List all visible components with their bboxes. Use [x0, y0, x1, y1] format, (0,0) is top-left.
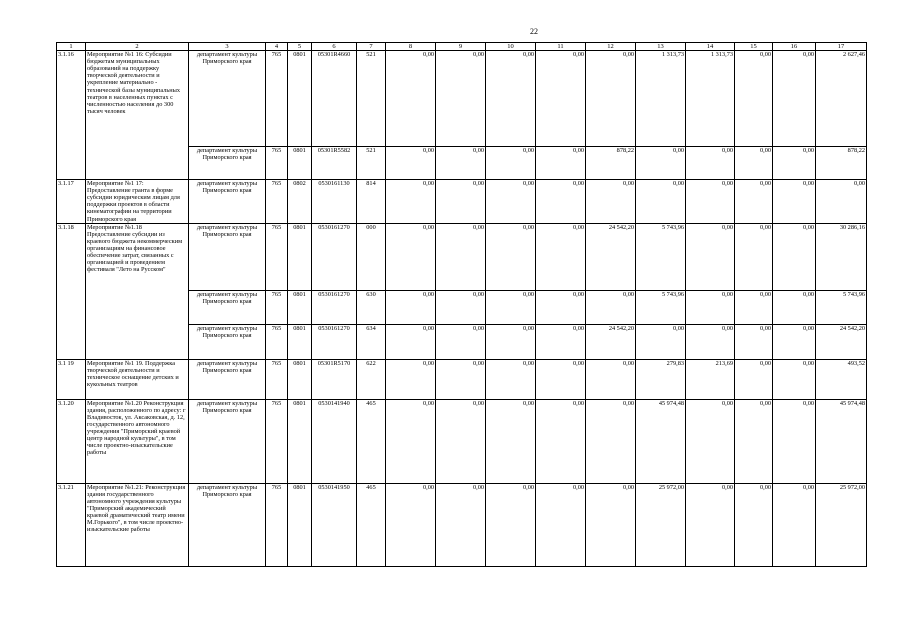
amount-cell: 0,00 [386, 483, 436, 566]
column-number: 13 [636, 43, 686, 51]
table-row [57, 223, 867, 290]
amount-cell: 1 313,73 [636, 51, 686, 147]
amount-cell: 0,00 [735, 359, 773, 399]
amount-cell: 0,00 [586, 359, 636, 399]
executor: департамент культуры Приморского края [189, 324, 266, 359]
amount-cell: 0,00 [536, 399, 586, 483]
amount-cell: 0,00 [586, 180, 636, 223]
amount-cell: 0,00 [386, 324, 436, 359]
page-number: 22 [530, 27, 538, 36]
activity-name: Мероприятие №1.20 Реконструкция здания, расположенного по адресу: г Владивосток, ул. Аксаковская, д. 12, государственного автономного учреждения "Приморский краевой центр народной культуры", в том числе проектно-изыскательские работы [86, 399, 189, 483]
ministry-code: 765 [266, 51, 288, 147]
amount-cell: 0,00 [486, 180, 536, 223]
executor: департамент культуры Приморского края [189, 180, 266, 223]
ministry-code: 765 [266, 147, 288, 180]
section-code: 0801 [288, 359, 312, 399]
expense-type-code: 634 [357, 324, 386, 359]
expense-type-code: 521 [357, 51, 386, 147]
row-number: 3.1 19 [57, 359, 86, 399]
expense-type-code: 630 [357, 290, 386, 324]
target-article-code: 0530161270 [312, 223, 357, 290]
column-number: 7 [357, 43, 386, 51]
amount-cell: 5 743,96 [636, 290, 686, 324]
amount-cell: 0,00 [536, 324, 586, 359]
amount-cell: 0,00 [536, 180, 586, 223]
amount-cell: 0,00 [773, 147, 816, 180]
target-article-code: 05301R5170 [312, 359, 357, 399]
column-number: 8 [386, 43, 436, 51]
amount-cell: 213,69 [686, 359, 735, 399]
amount-cell: 0,00 [586, 399, 636, 483]
amount-cell: 0,00 [773, 223, 816, 290]
amount-cell: 0,00 [436, 324, 486, 359]
section-code: 0801 [288, 324, 312, 359]
amount-cell: 0,00 [686, 399, 735, 483]
ministry-code: 765 [266, 483, 288, 566]
column-number-row [57, 43, 867, 51]
expense-type-code: 465 [357, 483, 386, 566]
amount-cell: 25 972,00 [636, 483, 686, 566]
amount-cell: 0,00 [436, 51, 486, 147]
amount-cell: 0,00 [735, 223, 773, 290]
amount-cell: 0,00 [773, 359, 816, 399]
amount-cell: 0,00 [486, 51, 536, 147]
amount-cell: 878,22 [586, 147, 636, 180]
activity-name: Мероприятие №1 17: Предоставление гранта в форме субсидии юридическим лицам для поддержки проектов в области кинематографии на территории Приморского края [86, 180, 189, 223]
amount-cell: 0,00 [386, 359, 436, 399]
amount-cell: 45 974,48 [636, 399, 686, 483]
amount-cell: 0,00 [386, 223, 436, 290]
expense-type-code: 000 [357, 223, 386, 290]
amount-cell: 0,00 [686, 180, 735, 223]
column-number: 6 [312, 43, 357, 51]
column-number: 5 [288, 43, 312, 51]
ministry-code: 765 [266, 180, 288, 223]
amount-cell: 0,00 [386, 290, 436, 324]
amount-cell: 0,00 [486, 290, 536, 324]
executor: департамент культуры Приморского края [189, 223, 266, 290]
amount-cell: 0,00 [386, 180, 436, 223]
amount-cell: 0,00 [536, 147, 586, 180]
amount-cell: 0,00 [636, 324, 686, 359]
expense-type-code: 814 [357, 180, 386, 223]
amount-cell: 5 743,96 [816, 290, 867, 324]
amount-cell: 0,00 [586, 51, 636, 147]
section-code: 0801 [288, 147, 312, 180]
ministry-code: 765 [266, 223, 288, 290]
amount-cell: 0,00 [386, 399, 436, 483]
column-number: 14 [686, 43, 735, 51]
table-row [57, 483, 867, 566]
amount-cell: 0,00 [486, 359, 536, 399]
amount-cell: 0,00 [386, 51, 436, 147]
amount-cell: 0,00 [536, 483, 586, 566]
ministry-code: 765 [266, 290, 288, 324]
column-number: 17 [816, 43, 867, 51]
activity-name: Мероприятие №1 16: Субсидии бюджетам муниципальных образований на поддержку творческой деятельности и укрепление материально - технической базы муниципальных театров в населенных пунктах с численностью населения до 300 тысяч человек [86, 51, 189, 180]
column-number: 10 [486, 43, 536, 51]
column-number: 4 [266, 43, 288, 51]
amount-cell: 0,00 [816, 180, 867, 223]
amount-cell: 0,00 [735, 51, 773, 147]
activity-name: Мероприятие №1.21: Реконструкция здания государственного автономного учреждения культуры "Приморский академический краевой драматический театр имени М.Горького", в том числе проектно-изыскательские работы [86, 483, 189, 566]
executor: департамент культуры Приморского края [189, 51, 266, 147]
section-code: 0801 [288, 399, 312, 483]
column-number: 16 [773, 43, 816, 51]
amount-cell: 0,00 [773, 180, 816, 223]
amount-cell: 0,00 [773, 324, 816, 359]
row-number: 3.1.17 [57, 180, 86, 223]
row-number: 3.1.21 [57, 483, 86, 566]
amount-cell: 0,00 [586, 290, 636, 324]
amount-cell: 0,00 [536, 359, 586, 399]
amount-cell: 0,00 [686, 147, 735, 180]
amount-cell: 0,00 [436, 180, 486, 223]
amount-cell: 0,00 [436, 290, 486, 324]
column-number: 11 [536, 43, 586, 51]
amount-cell: 24 542,20 [586, 324, 636, 359]
column-number: 3 [189, 43, 266, 51]
amount-cell: 878,22 [816, 147, 867, 180]
target-article-code: 0530141940 [312, 399, 357, 483]
budget-table [56, 42, 867, 567]
row-number: 3.1.20 [57, 399, 86, 483]
executor: департамент культуры Приморского края [189, 483, 266, 566]
amount-cell: 0,00 [536, 290, 586, 324]
section-code: 0801 [288, 483, 312, 566]
amount-cell: 0,00 [773, 399, 816, 483]
target-article-code: 05301R4660 [312, 51, 357, 147]
amount-cell: 0,00 [735, 324, 773, 359]
column-number: 15 [735, 43, 773, 51]
amount-cell: 0,00 [735, 180, 773, 223]
amount-cell: 0,00 [486, 324, 536, 359]
table-row [57, 180, 867, 223]
target-article-code: 0530161270 [312, 290, 357, 324]
amount-cell: 279,83 [636, 359, 686, 399]
amount-cell: 0,00 [486, 223, 536, 290]
amount-cell: 0,00 [686, 324, 735, 359]
amount-cell: 0,00 [686, 223, 735, 290]
amount-cell: 493,52 [816, 359, 867, 399]
amount-cell: 0,00 [735, 399, 773, 483]
amount-cell: 0,00 [436, 147, 486, 180]
target-article-code: 0530161130 [312, 180, 357, 223]
amount-cell: 0,00 [486, 399, 536, 483]
expense-type-code: 465 [357, 399, 386, 483]
amount-cell: 0,00 [686, 290, 735, 324]
row-number: 3.1.16 [57, 51, 86, 180]
column-number: 12 [586, 43, 636, 51]
amount-cell: 0,00 [386, 147, 436, 180]
ministry-code: 765 [266, 324, 288, 359]
amount-cell: 2 627,46 [816, 51, 867, 147]
amount-cell: 0,00 [586, 483, 636, 566]
amount-cell: 0,00 [735, 147, 773, 180]
amount-cell: 0,00 [486, 147, 536, 180]
column-number: 1 [57, 43, 86, 51]
column-number: 9 [436, 43, 486, 51]
target-article-code: 0530141950 [312, 483, 357, 566]
expense-type-code: 521 [357, 147, 386, 180]
amount-cell: 0,00 [536, 223, 586, 290]
table-row [57, 399, 867, 483]
table-row [57, 51, 867, 147]
amount-cell: 1 313,73 [686, 51, 735, 147]
amount-cell: 5 743,96 [636, 223, 686, 290]
ministry-code: 765 [266, 399, 288, 483]
amount-cell: 0,00 [686, 483, 735, 566]
amount-cell: 0,00 [436, 399, 486, 483]
activity-name: Мероприятие №1.18 Предоставление субсидии из краевого бюджета некоммерческим организациям на финансовое обеспечение затрат, связанных с организацией и проведением фестиваля "Лето на Русском" [86, 223, 189, 359]
section-code: 0802 [288, 180, 312, 223]
target-article-code: 05301R5582 [312, 147, 357, 180]
executor: департамент культуры Приморского края [189, 359, 266, 399]
amount-cell: 0,00 [436, 359, 486, 399]
amount-cell: 0,00 [735, 483, 773, 566]
activity-name: Мероприятие №1 19. Поддержка творческой деятельности и техническое оснащение детских и кукольных театров [86, 359, 189, 399]
amount-cell: 0,00 [436, 223, 486, 290]
amount-cell: 0,00 [773, 51, 816, 147]
amount-cell: 0,00 [636, 147, 686, 180]
amount-cell: 25 972,00 [816, 483, 867, 566]
executor: департамент культуры Приморского края [189, 147, 266, 180]
amount-cell: 24 542,20 [586, 223, 636, 290]
amount-cell: 0,00 [536, 51, 586, 147]
amount-cell: 0,00 [486, 483, 536, 566]
amount-cell: 0,00 [773, 290, 816, 324]
executor: департамент культуры Приморского края [189, 399, 266, 483]
amount-cell: 0,00 [773, 483, 816, 566]
row-number: 3.1.18 [57, 223, 86, 359]
column-number: 2 [86, 43, 189, 51]
amount-cell: 45 974,48 [816, 399, 867, 483]
section-code: 0801 [288, 51, 312, 147]
amount-cell: 0,00 [636, 180, 686, 223]
expense-type-code: 622 [357, 359, 386, 399]
executor: департамент культуры Приморского края [189, 290, 266, 324]
ministry-code: 765 [266, 359, 288, 399]
section-code: 0801 [288, 223, 312, 290]
amount-cell: 24 542,20 [816, 324, 867, 359]
amount-cell: 30 286,16 [816, 223, 867, 290]
section-code: 0801 [288, 290, 312, 324]
amount-cell: 0,00 [735, 290, 773, 324]
amount-cell: 0,00 [436, 483, 486, 566]
target-article-code: 0530161270 [312, 324, 357, 359]
table-row [57, 359, 867, 399]
